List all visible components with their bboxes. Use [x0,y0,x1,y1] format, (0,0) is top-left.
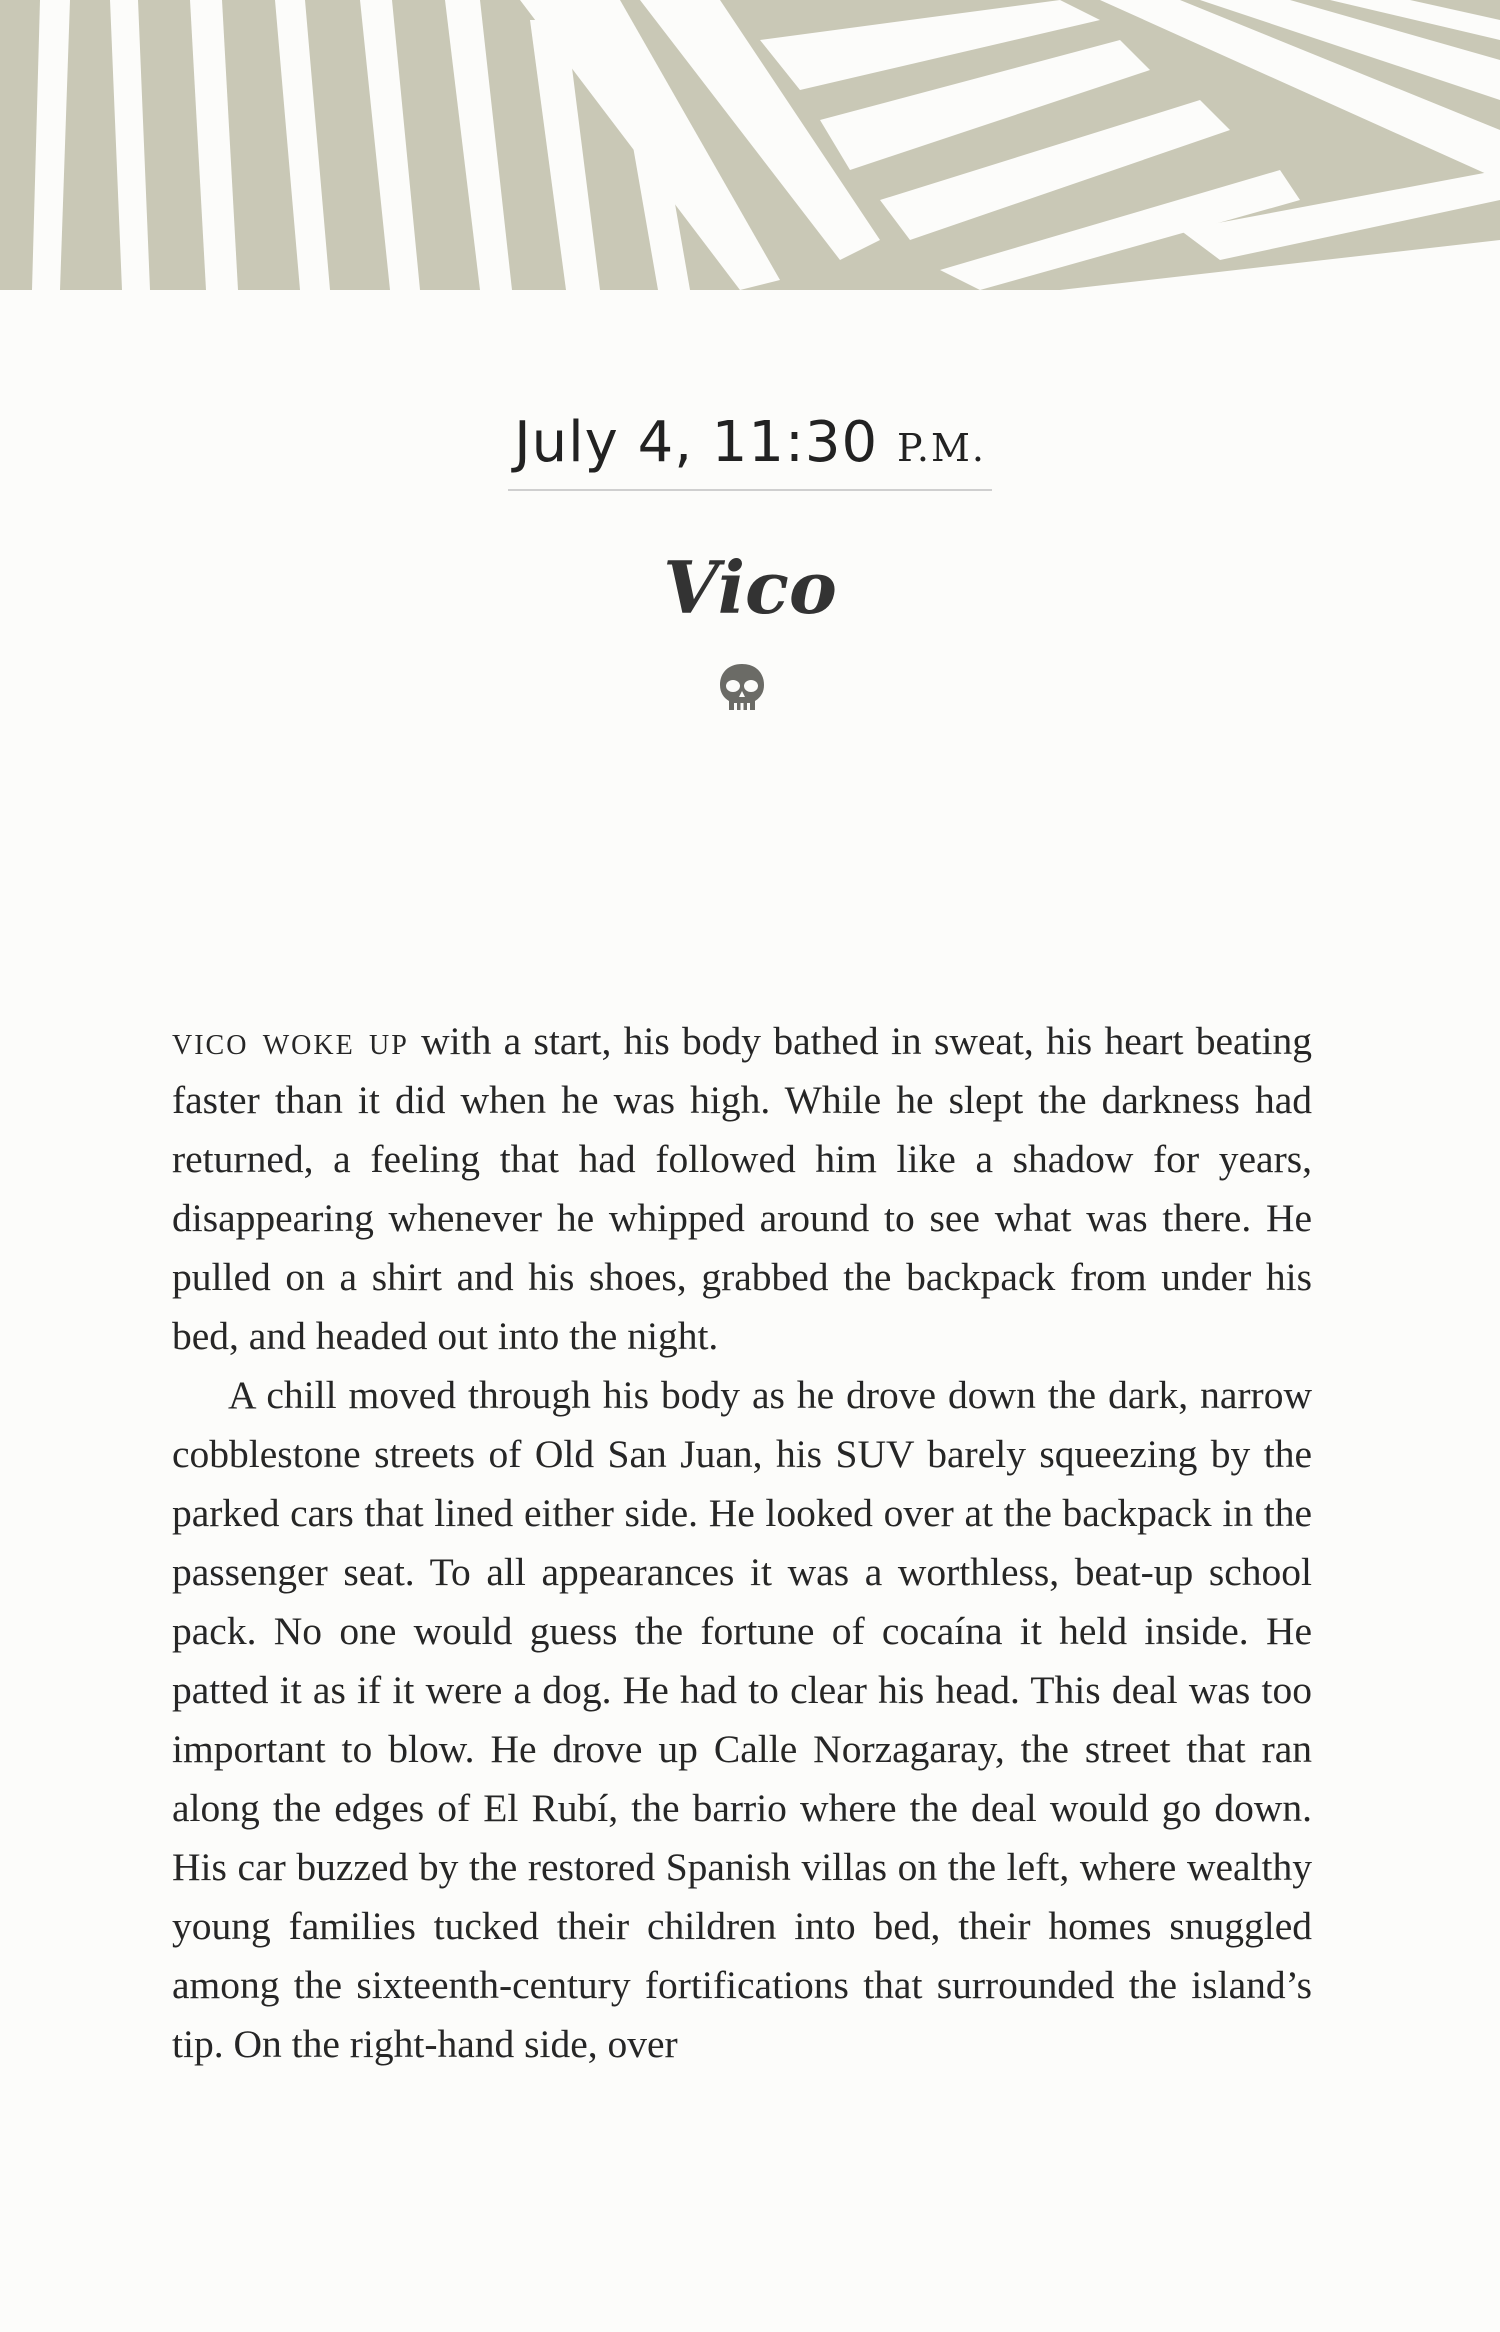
paragraph-lead-in: vico woke up [172,1019,409,1063]
palm-leaf-banner [0,0,1500,290]
character-name: Vico [663,545,837,630]
chapter-body [172,1012,1312,2074]
paragraph-1-text: with a start, his body bathed in sweat, his heart beating faster than it did when he was high. While he slept the darkness had returned, a feeling that had followed him like a shadow for years, disappearing whenever he whipped around to see what was there. He pulled on a shirt and his shoes, grabbed the backpack from under his bed, and headed out into the night. [172,1019,1312,1358]
palm-leaf-illustration [0,0,1500,290]
paragraph-1 [172,1012,1312,1366]
skull-icon [714,660,770,716]
chapter-date-suffix: P.M. [897,426,986,470]
chapter-heading [0,410,1500,491]
chapter-date [508,410,992,491]
chapter-date-main: July 4, 11:30 [514,410,879,475]
paragraph-2: A chill moved through his body as he drove down the dark, narrow cobblestone streets of Old San Juan, his SUV barely squeezing by the parked cars that lined either side. He looked over at the backpack in the passenger seat. To all appearances it was a worthless, beat-up school pack. No one would guess the fortune of cocaína it held inside. He patted it as if it were a dog. He had to clear his head. This deal was too important to blow. He drove up Calle Norzagaray, the street that ran along the edges of El Rubí, the barrio where the deal would go down. His car buzzed by the restored Spanish villas on the left, where wealthy young families tucked their children into bed, their homes snuggled among the sixteenth-century fortifications that surrounded the island’s tip. On the right-hand side, over [172,1373,1312,2066]
